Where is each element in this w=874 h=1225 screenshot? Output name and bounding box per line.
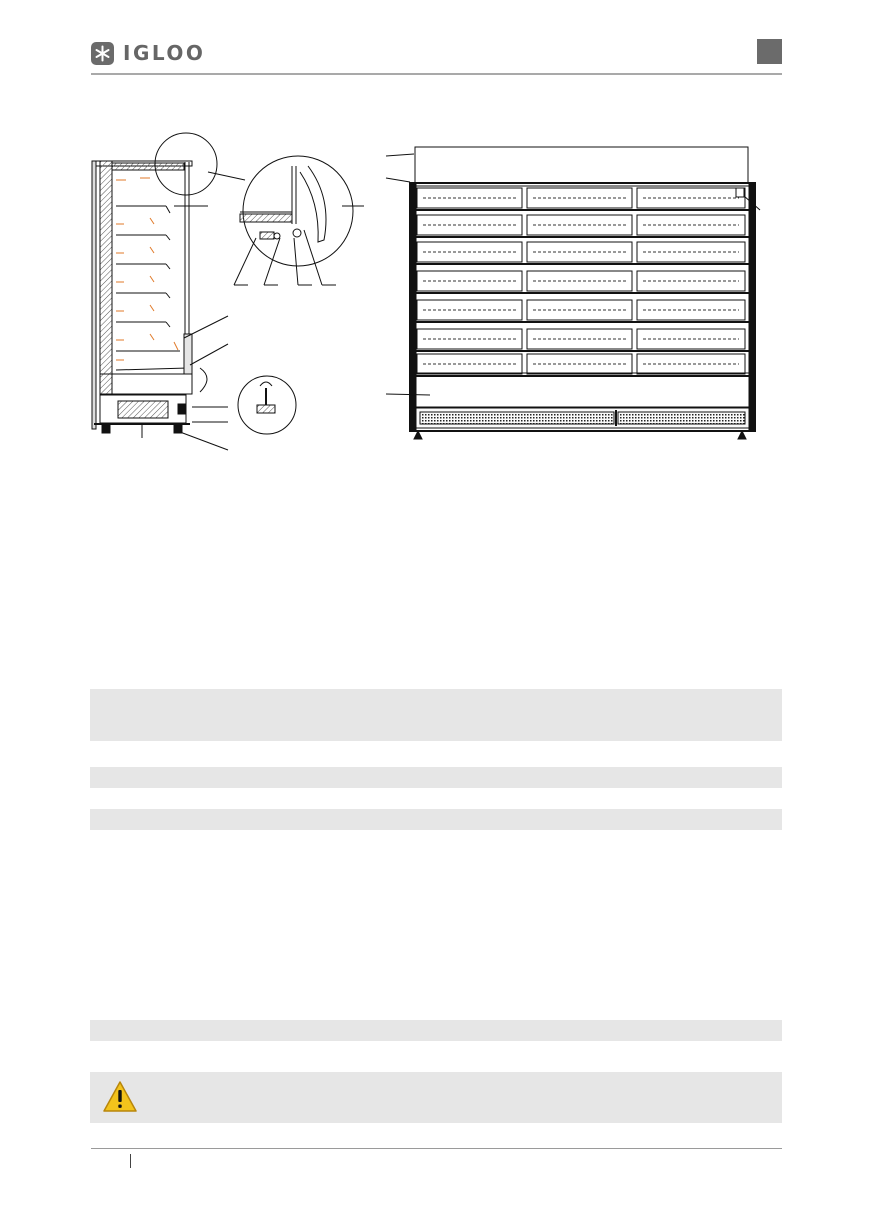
- refrigerated-cabinet-diagram: [80, 120, 780, 465]
- air-curtain-detail: [234, 156, 364, 285]
- side-section-view: [92, 133, 245, 450]
- front-view: [386, 147, 760, 439]
- adjustable-foot-detail: [238, 376, 296, 434]
- info-panel: [90, 689, 782, 741]
- shelf-grid: [416, 188, 749, 376]
- table-header-bar: [90, 809, 782, 830]
- warning-notice-panel: [90, 1072, 782, 1123]
- footer-rule: [91, 1148, 782, 1149]
- header-rule: [91, 73, 782, 75]
- table-header-bar: [90, 767, 782, 788]
- snowflake-icon: [91, 42, 114, 65]
- igloo-logo: [91, 41, 205, 65]
- warning-triangle-icon: [102, 1080, 138, 1114]
- section-tab-marker: [757, 39, 782, 64]
- page-number-separator: [130, 1154, 131, 1168]
- brand-name: IGLOO: [123, 41, 206, 65]
- table-header-bar: [90, 1020, 782, 1041]
